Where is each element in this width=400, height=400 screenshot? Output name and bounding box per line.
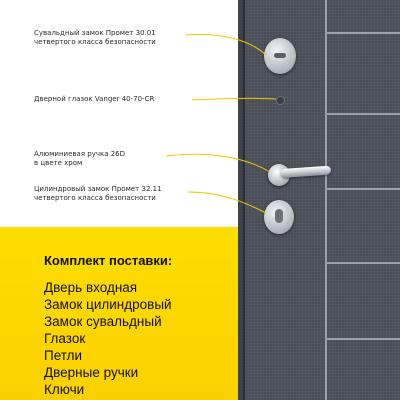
leader-line	[166, 154, 270, 172]
kit-title: Комплект поставки:	[44, 253, 173, 268]
callout-text: Сувальдный замок Промет 30.01	[34, 29, 156, 37]
callout-cylinder-lock	[34, 185, 162, 203]
leader-line	[188, 192, 266, 213]
leader-line	[186, 34, 266, 55]
callout-text: в цвете хром	[34, 159, 83, 167]
callout-handle	[34, 150, 125, 168]
list-item: Замок сувальдный	[44, 314, 162, 329]
kit-list	[44, 279, 172, 398]
list-item: Дверь входная	[44, 280, 138, 295]
list-item: Ключи	[44, 382, 85, 397]
leader-line	[192, 98, 276, 100]
list-item: Замок цилиндровый	[44, 297, 172, 312]
callout-peephole	[34, 95, 154, 104]
list-item: Дверные ручки	[44, 365, 139, 380]
list-item: Глазок	[44, 331, 86, 346]
callout-text: Цилиндровый замок Промет 32.11	[34, 185, 162, 193]
callout-text: Алюминиевая ручка 26D	[34, 150, 126, 158]
list-item: Петли	[44, 348, 83, 363]
callout-text: четвертого класса безопасности	[34, 38, 156, 46]
callout-text: Дверной глазок Vanger 40-70-CR	[34, 95, 155, 103]
callout-lever-lock	[34, 29, 156, 47]
callout-text: четвертого класса безопасности	[34, 194, 156, 202]
